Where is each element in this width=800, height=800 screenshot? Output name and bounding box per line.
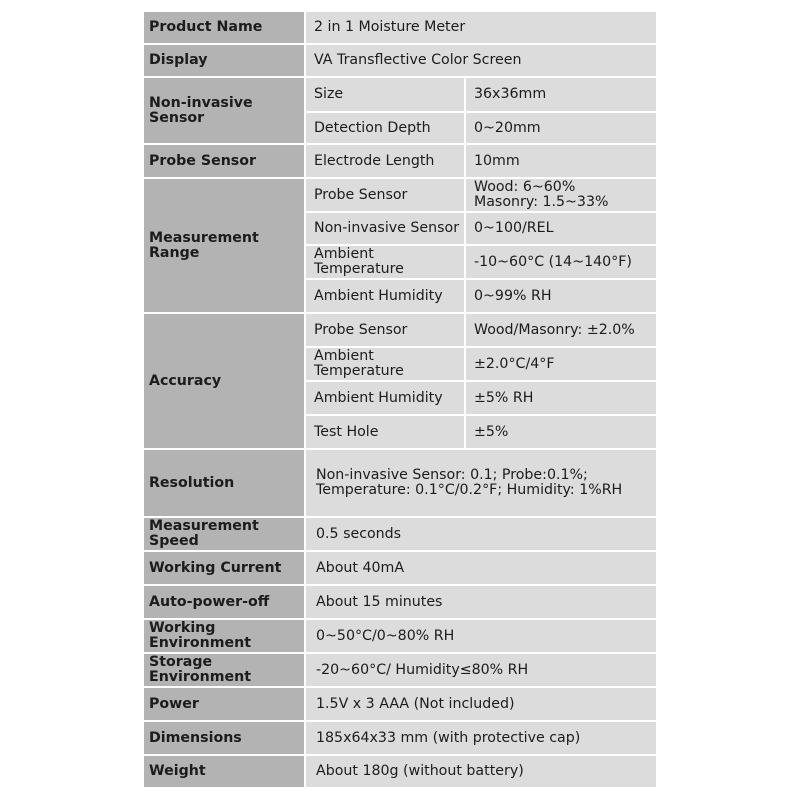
row-label: Dimensions — [144, 722, 306, 756]
sub-value: 10mm — [466, 145, 656, 179]
table-row — [144, 145, 656, 179]
table-row — [144, 12, 656, 45]
sub-label: Detection Depth — [306, 113, 466, 145]
table-row — [144, 552, 656, 586]
table-row — [144, 586, 656, 620]
row-label: Non-invasive Sensor — [144, 78, 306, 145]
sub-label: Electrode Length — [306, 145, 466, 179]
table-row — [144, 179, 656, 213]
row-value — [306, 450, 656, 518]
sub-value: ±2.0°C/4°F — [466, 348, 656, 382]
row-label: Working Environment — [144, 620, 306, 654]
row-label: Display — [144, 45, 306, 78]
row-label: Storage Environment — [144, 654, 306, 688]
row-value: 0~50°C/0~80% RH — [306, 620, 656, 654]
table-row — [144, 722, 656, 756]
sub-value: 0~100/REL — [466, 213, 656, 246]
table-row — [144, 314, 656, 348]
sub-value — [466, 179, 656, 213]
row-label: Working Current — [144, 552, 306, 586]
row-value: About 180g (without battery) — [306, 756, 656, 789]
sub-value: 0~99% RH — [466, 280, 656, 314]
row-label: Auto-power-off — [144, 586, 306, 620]
row-value: About 40mA — [306, 552, 656, 586]
row-value-line: Non-invasive Sensor: 0.1; Probe:0.1%; — [316, 467, 588, 484]
sub-value: 36x36mm — [466, 78, 656, 113]
row-value: 185x64x33 mm (with protective cap) — [306, 722, 656, 756]
sub-value: -10~60°C (14~140°F) — [466, 246, 656, 280]
table-row — [144, 756, 656, 789]
row-value: 0.5 seconds — [306, 518, 656, 552]
row-label: Product Name — [144, 12, 306, 45]
sub-label: Ambient Humidity — [306, 382, 466, 416]
sub-label: Non-invasive Sensor — [306, 213, 466, 246]
row-value: About 15 minutes — [306, 586, 656, 620]
table-row — [144, 450, 656, 518]
row-label: Weight — [144, 756, 306, 789]
row-value-line: Temperature: 0.1°C/0.2°F; Humidity: 1%RH — [316, 482, 623, 498]
sub-label: Size — [306, 78, 466, 113]
sub-value: ±5% RH — [466, 382, 656, 416]
sub-value-line: Masonry: 1.5~33% — [474, 194, 609, 210]
table-row — [144, 688, 656, 722]
spec-table — [144, 12, 656, 789]
table-row — [144, 620, 656, 654]
table-row — [144, 78, 656, 113]
row-label: Power — [144, 688, 306, 722]
sub-label: Ambient Humidity — [306, 280, 466, 314]
table-row — [144, 45, 656, 78]
row-value: 2 in 1 Moisture Meter — [306, 12, 656, 45]
sub-label: Ambient Temperature — [306, 246, 466, 280]
sub-value-line: Wood: 6~60% — [474, 179, 576, 196]
table-row — [144, 518, 656, 552]
table-row — [144, 654, 656, 688]
sub-label: Test Hole — [306, 416, 466, 450]
row-value: VA Transflective Color Screen — [306, 45, 656, 78]
row-label: Measurement Range — [144, 179, 306, 314]
row-label: Resolution — [144, 450, 306, 518]
sub-label: Ambient Temperature — [306, 348, 466, 382]
row-value: -20~60°C/ Humidity≤80% RH — [306, 654, 656, 688]
row-label: Measurement Speed — [144, 518, 306, 552]
sub-label: Probe Sensor — [306, 179, 466, 213]
sub-value: 0~20mm — [466, 113, 656, 145]
sub-value: Wood/Masonry: ±2.0% — [466, 314, 656, 348]
row-value: 1.5V x 3 AAA (Not included) — [306, 688, 656, 722]
sub-value: ±5% — [466, 416, 656, 450]
sub-label: Probe Sensor — [306, 314, 466, 348]
row-label: Probe Sensor — [144, 145, 306, 179]
row-label: Accuracy — [144, 314, 306, 450]
